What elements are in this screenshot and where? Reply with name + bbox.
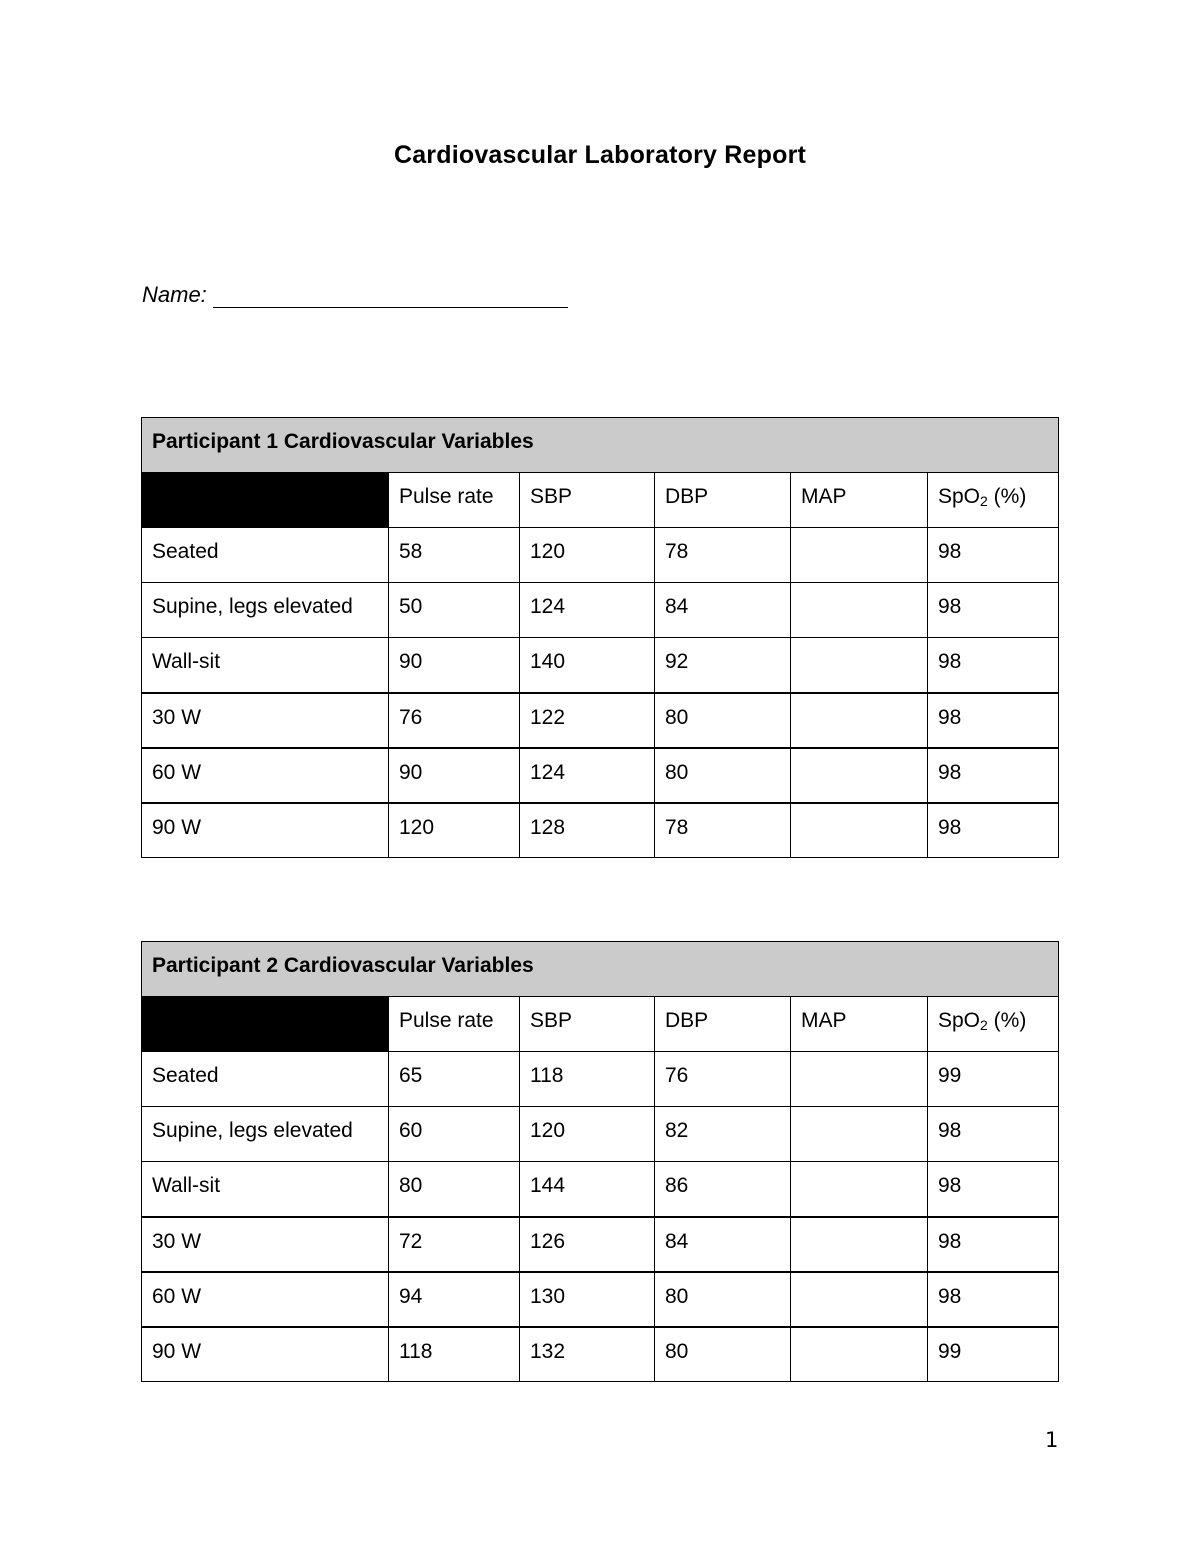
map-cell[interactable] xyxy=(791,1272,928,1327)
pulse-cell: 118 xyxy=(389,1327,520,1382)
sbp-cell: 122 xyxy=(520,693,655,748)
sbp-cell: 128 xyxy=(520,803,655,858)
header-dbp: DBP xyxy=(655,997,791,1052)
map-cell[interactable] xyxy=(791,528,928,583)
spo2-cell: 98 xyxy=(928,583,1059,638)
name-label: Name: xyxy=(142,282,207,307)
header-corner-cell xyxy=(142,473,389,528)
map-cell[interactable] xyxy=(791,1327,928,1382)
header-map: MAP xyxy=(791,997,928,1052)
condition-cell: Wall-sit xyxy=(142,1162,389,1217)
participant-1-table xyxy=(141,417,1059,858)
header-corner-cell xyxy=(142,997,389,1052)
map-cell[interactable] xyxy=(791,803,928,858)
header-spo2-prefix: SpO xyxy=(938,485,981,508)
table-header-row xyxy=(142,997,1059,1052)
condition-cell: Supine, legs elevated xyxy=(142,1107,389,1162)
spo2-cell: 98 xyxy=(928,748,1059,803)
header-pulse-rate: Pulse rate xyxy=(389,997,520,1052)
dbp-cell: 80 xyxy=(655,748,791,803)
header-spo2 xyxy=(928,473,1059,528)
header-spo2 xyxy=(928,997,1059,1052)
header-map: MAP xyxy=(791,473,928,528)
table-row xyxy=(142,1217,1059,1272)
sbp-cell: 140 xyxy=(520,638,655,693)
sbp-cell: 126 xyxy=(520,1217,655,1272)
table-row xyxy=(142,1052,1059,1107)
spo2-cell: 98 xyxy=(928,638,1059,693)
condition-cell: 60 W xyxy=(142,748,389,803)
pulse-cell: 80 xyxy=(389,1162,520,1217)
spo2-cell: 98 xyxy=(928,1107,1059,1162)
map-cell[interactable] xyxy=(791,1107,928,1162)
condition-cell: 30 W xyxy=(142,693,389,748)
dbp-cell: 80 xyxy=(655,1327,791,1382)
name-blank-line[interactable] xyxy=(213,283,568,308)
table-row xyxy=(142,1272,1059,1327)
condition-cell: Seated xyxy=(142,1052,389,1107)
header-spo2-suffix: (%) xyxy=(987,485,1027,508)
dbp-cell: 76 xyxy=(655,1052,791,1107)
table-row xyxy=(142,583,1059,638)
spo2-cell: 99 xyxy=(928,1327,1059,1382)
table-row xyxy=(142,1107,1059,1162)
table-row xyxy=(142,1162,1059,1217)
map-cell[interactable] xyxy=(791,1052,928,1107)
sbp-cell: 144 xyxy=(520,1162,655,1217)
spo2-cell: 99 xyxy=(928,1052,1059,1107)
spo2-cell: 98 xyxy=(928,693,1059,748)
pulse-cell: 90 xyxy=(389,748,520,803)
sbp-cell: 120 xyxy=(520,528,655,583)
sbp-cell: 132 xyxy=(520,1327,655,1382)
header-sbp: SBP xyxy=(520,997,655,1052)
table-row xyxy=(142,803,1059,858)
condition-cell: 60 W xyxy=(142,1272,389,1327)
pulse-cell: 90 xyxy=(389,638,520,693)
dbp-cell: 84 xyxy=(655,1217,791,1272)
spo2-cell: 98 xyxy=(928,1272,1059,1327)
dbp-cell: 92 xyxy=(655,638,791,693)
table-caption-row xyxy=(142,418,1059,473)
map-cell[interactable] xyxy=(791,1162,928,1217)
dbp-cell: 80 xyxy=(655,1272,791,1327)
page-number: 1 xyxy=(1045,1428,1059,1452)
map-cell[interactable] xyxy=(791,583,928,638)
dbp-cell: 78 xyxy=(655,803,791,858)
sbp-cell: 130 xyxy=(520,1272,655,1327)
dbp-cell: 78 xyxy=(655,528,791,583)
pulse-cell: 60 xyxy=(389,1107,520,1162)
condition-cell: Wall-sit xyxy=(142,638,389,693)
pulse-cell: 72 xyxy=(389,1217,520,1272)
header-pulse-rate: Pulse rate xyxy=(389,473,520,528)
table-header-row xyxy=(142,473,1059,528)
condition-cell: Supine, legs elevated xyxy=(142,583,389,638)
header-spo2-prefix: SpO xyxy=(938,1009,981,1032)
condition-cell: 90 W xyxy=(142,803,389,858)
table-row xyxy=(142,1327,1059,1382)
dbp-cell: 80 xyxy=(655,693,791,748)
dbp-cell: 84 xyxy=(655,583,791,638)
condition-cell: Seated xyxy=(142,528,389,583)
map-cell[interactable] xyxy=(791,638,928,693)
header-sbp: SBP xyxy=(520,473,655,528)
name-field-row xyxy=(142,282,568,308)
table-row xyxy=(142,693,1059,748)
map-cell[interactable] xyxy=(791,1217,928,1272)
header-spo2-sub: 2 xyxy=(980,493,988,509)
header-spo2-sub: 2 xyxy=(980,1017,988,1033)
sbp-cell: 124 xyxy=(520,583,655,638)
report-title: Cardiovascular Laboratory Report xyxy=(393,141,807,169)
condition-cell: 30 W xyxy=(142,1217,389,1272)
table-caption: Participant 2 Cardiovascular Variables xyxy=(142,942,1059,997)
sbp-cell: 124 xyxy=(520,748,655,803)
spo2-cell: 98 xyxy=(928,1162,1059,1217)
table-caption-row xyxy=(142,942,1059,997)
condition-cell: 90 W xyxy=(142,1327,389,1382)
spo2-cell: 98 xyxy=(928,803,1059,858)
header-dbp: DBP xyxy=(655,473,791,528)
pulse-cell: 50 xyxy=(389,583,520,638)
table-row xyxy=(142,748,1059,803)
participant-2-table xyxy=(141,941,1059,1382)
table-row xyxy=(142,528,1059,583)
pulse-cell: 120 xyxy=(389,803,520,858)
map-cell[interactable] xyxy=(791,748,928,803)
pulse-cell: 94 xyxy=(389,1272,520,1327)
spo2-cell: 98 xyxy=(928,1217,1059,1272)
pulse-cell: 58 xyxy=(389,528,520,583)
spo2-cell: 98 xyxy=(928,528,1059,583)
dbp-cell: 82 xyxy=(655,1107,791,1162)
header-spo2-suffix: (%) xyxy=(987,1009,1027,1032)
table-caption: Participant 1 Cardiovascular Variables xyxy=(142,418,1059,473)
sbp-cell: 118 xyxy=(520,1052,655,1107)
sbp-cell: 120 xyxy=(520,1107,655,1162)
pulse-cell: 65 xyxy=(389,1052,520,1107)
pulse-cell: 76 xyxy=(389,693,520,748)
dbp-cell: 86 xyxy=(655,1162,791,1217)
map-cell[interactable] xyxy=(791,693,928,748)
table-row xyxy=(142,638,1059,693)
